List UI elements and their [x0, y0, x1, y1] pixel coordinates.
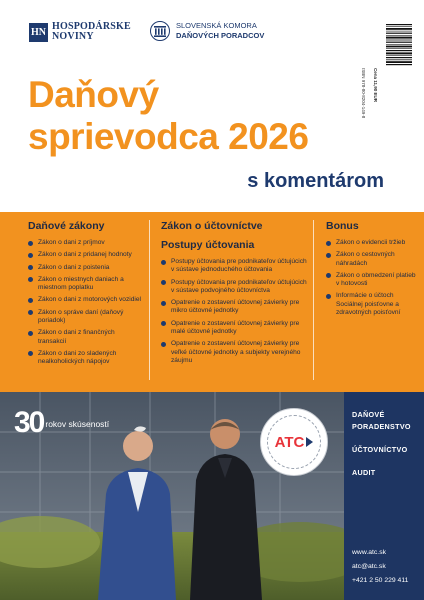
- service-label: PORADENSTVO: [352, 422, 411, 431]
- list-item: Postupy účtovania pre podnikateľov účtujúcich v sústave podvojného účtovníctva: [161, 279, 307, 296]
- price-text: Cena 11,90 EUR: [373, 68, 378, 103]
- hn-logo-icon: HN: [29, 23, 48, 42]
- tax-laws-column: [28, 220, 142, 371]
- partner-name: SLOVENSKÁ KOMORA DAŇOVÝCH PORADCOV: [176, 21, 265, 40]
- service-label: DAŇOVÉ: [352, 410, 385, 419]
- columns-emblem-icon: [150, 21, 170, 41]
- list-item: Opatrenie o zostavení účtovnej závierky pre mikro účtovné jednotky: [161, 299, 307, 316]
- service-label: ÚČTOVNÍCTVO: [352, 445, 408, 454]
- atc-logo-badge: [260, 408, 328, 476]
- phone-number: +421 2 50 229 411: [352, 577, 409, 584]
- list-item: Zákon o dani z poistenia: [28, 264, 142, 272]
- years-text: rokov skúseností: [45, 419, 110, 429]
- column-heading: Zákon o účtovníctve: [161, 220, 263, 232]
- list-item: Zákon o dani z príjmov: [28, 239, 142, 247]
- list-item: Zákon o obmedzení platieb v hotovosti: [326, 272, 416, 289]
- list-item: Zákon o evidencii tržieb: [326, 239, 416, 247]
- list-item: Zákon o správe daní (daňový poriadok): [28, 309, 142, 326]
- book-subtitle: s komentárom: [247, 170, 384, 192]
- list-item: Opatrenie o zostavení účtovnej závierky pre malé účtovné jednotky: [161, 320, 307, 337]
- tax-laws-list: [28, 239, 142, 367]
- publisher-logo: [29, 22, 131, 42]
- isbn-text: ISBN 978-80-8204-149-8: [361, 68, 366, 119]
- column-heading: Daňové zákony: [28, 220, 105, 232]
- accounting-column: [161, 220, 307, 369]
- chevron-right-icon: [306, 437, 313, 447]
- list-item: Informácie o účtoch Sociálnej poisťovne a zdravotných poisťovní: [326, 292, 416, 317]
- service-label: AUDIT: [352, 468, 376, 477]
- column-divider: [149, 220, 150, 380]
- list-item: Zákon o cestovných náhradách: [326, 251, 416, 268]
- contents-band: [0, 212, 424, 392]
- email-link[interactable]: atc@atc.sk: [352, 563, 386, 570]
- bonus-list: [326, 239, 416, 317]
- list-item: Zákon o dani z pridanej hodnoty: [28, 251, 142, 259]
- partner-logo: [150, 21, 264, 41]
- accounting-list: [161, 258, 307, 365]
- list-item: Zákon o miestnych daniach a miestnom poplatku: [28, 276, 142, 293]
- years-number: 30: [14, 406, 44, 439]
- book-title: Daňový sprievodca 2026: [28, 74, 309, 157]
- column-subheading: Postupy účtovania: [161, 239, 255, 251]
- list-item: Zákon o dani z finančných transakcií: [28, 329, 142, 346]
- website-link[interactable]: www.atc.sk: [352, 549, 386, 556]
- atc-logo-text: ATC: [274, 433, 305, 451]
- experience-label: [14, 408, 109, 438]
- column-heading: Bonus: [326, 220, 359, 232]
- column-divider: [313, 220, 314, 380]
- list-item: Zákon o dani z motorových vozidiel: [28, 296, 142, 304]
- publisher-name: HOSPODÁRSKE NOVINY: [52, 21, 131, 42]
- list-item: Opatrenie o zostavení účtovnej závierky pre veľké účtovné jednotky a subjekty verejného záujmu: [161, 340, 307, 365]
- barcode-icon: [384, 22, 414, 68]
- bonus-column: [326, 220, 416, 321]
- list-item: Postupy účtovania pre podnikateľov účtujúcich v sústave jednoduchého účtovania: [161, 258, 307, 275]
- services-panel: [344, 392, 424, 600]
- list-item: Zákon o dani zo sladených nealkoholických nápojov: [28, 350, 142, 367]
